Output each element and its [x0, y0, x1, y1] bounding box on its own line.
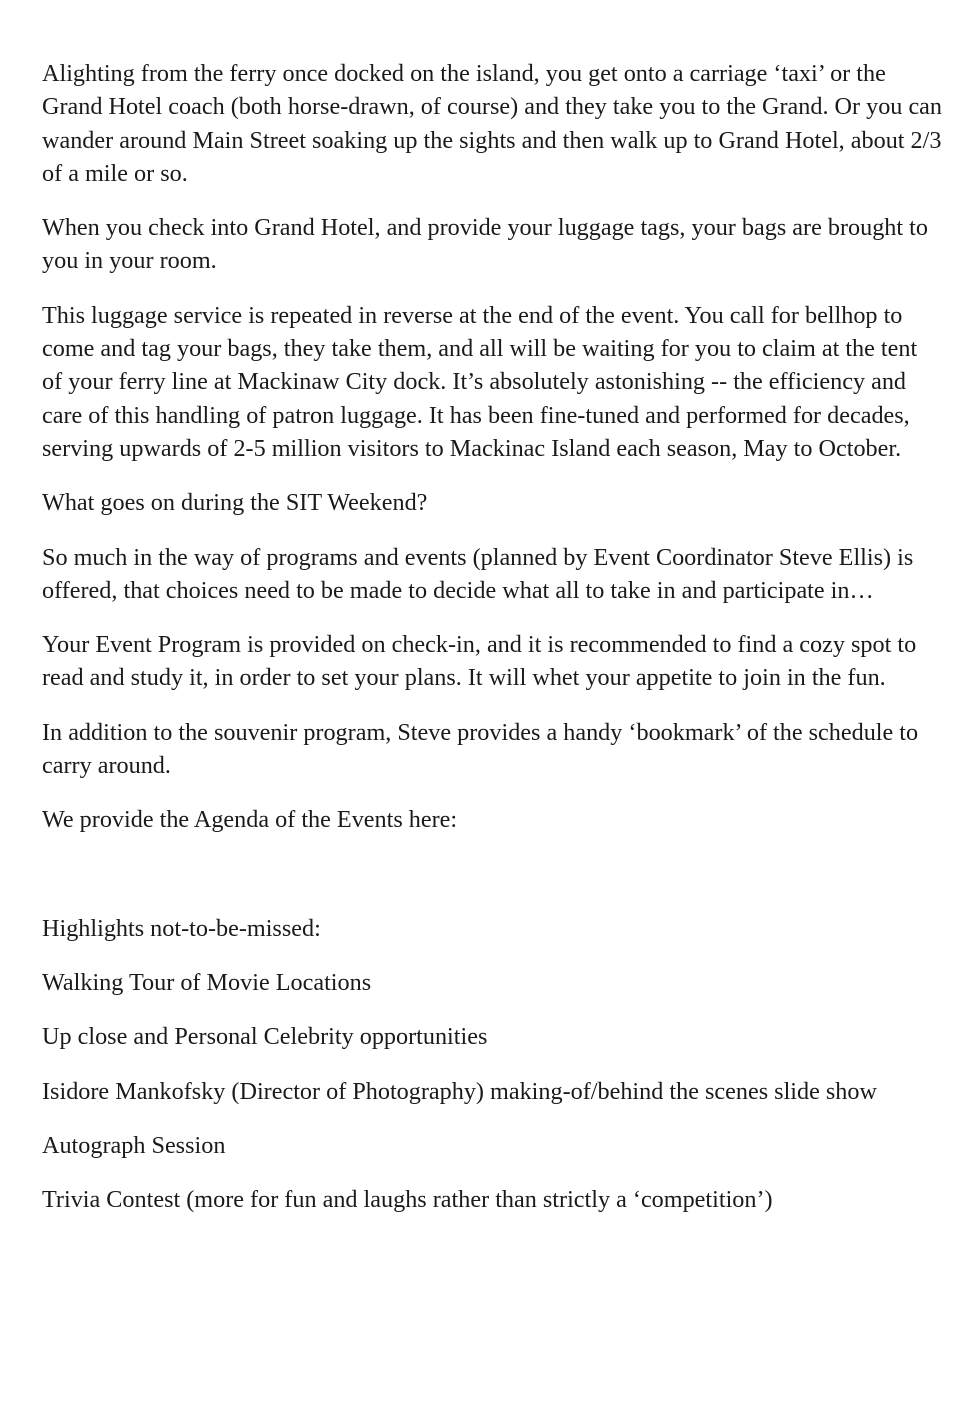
highlight-item: Trivia Contest (more for fun and laughs rather than strictly a ‘competition’) [42, 1186, 773, 1214]
paragraph-question: What goes on during the SIT Weekend? [42, 489, 428, 517]
document-page [42, 57, 942, 1237]
highlight-item: Autograph Session [42, 1131, 226, 1159]
paragraph-bookmark: In addition to the souvenir program, Steve provides a handy ‘bookmark’ of the schedule to carry around. [42, 718, 919, 780]
paragraph-check-in: When you check into Grand Hotel, and provide your luggage tags, your bags are brought to you in your room. [42, 214, 928, 275]
paragraph-programs: So much in the way of programs and events (planned by Event Coordinator Steve Ellis) is offered, that choices need to be made to decide what all to take in and participate in… [42, 543, 914, 604]
paragraph-luggage-service: This luggage service is repeated in reverse at the end of the event. You call for bellhop to come and tag your bags, they take them, and all will be waiting for you to claim at the tent of your ferry line at Mackinaw City dock. It’s absolutely astonishing -- the efficiency and care of this handling of patron luggage. It has been fine-tuned and performed for decades, serving upwards of 2-5 million visitors to Mackinac Island each season, May to October. [42, 301, 918, 462]
paragraph-ferry-arrival: Alighting from the ferry once docked on the island, you get onto a carriage ‘taxi’ or the Grand Hotel coach (both horse-drawn, of course) and they take you to the Grand. Or you can wander around Main Street soaking up the sights and then walk up to Grand Hotel, about 2/3 of a mile or so. [42, 60, 943, 187]
highlights-heading: Highlights not-to-be-missed: [42, 914, 321, 942]
paragraph-event-program: Your Event Program is provided on check-in, and it is recommended to find a cozy spot to read and study it, in order to set your plans. It will whet your appetite to join in the fun. [42, 631, 917, 692]
agenda-gap [42, 858, 942, 912]
highlight-item: Walking Tour of Movie Locations [42, 968, 372, 996]
paragraph-agenda-intro: We provide the Agenda of the Events here: [42, 806, 458, 834]
highlight-item: Up close and Personal Celebrity opportunities [42, 1023, 488, 1051]
highlight-item: Isidore Mankofsky (Director of Photography) making-of/behind the scenes slide show [42, 1077, 877, 1105]
